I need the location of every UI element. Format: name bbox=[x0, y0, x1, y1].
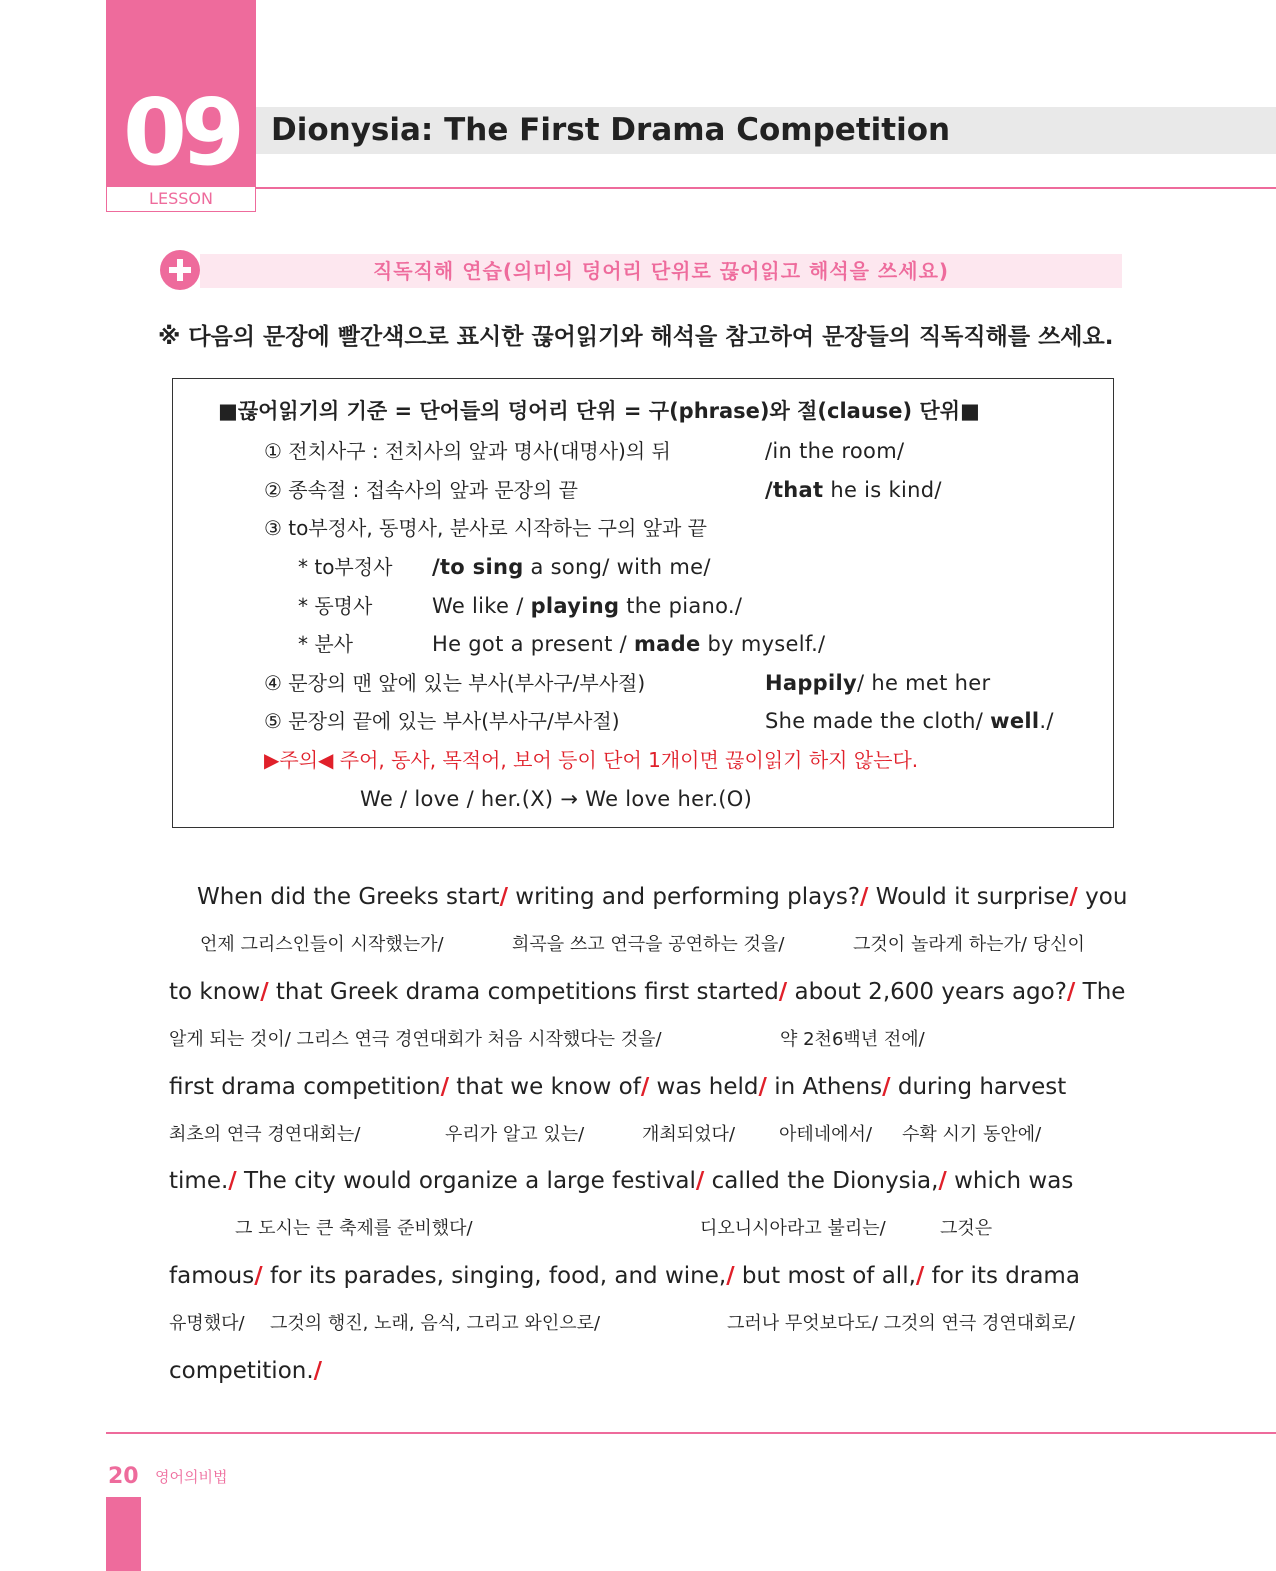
slash-mark: / bbox=[313, 1358, 323, 1384]
section-heading: 직독직해 연습(의미의 덩어리 단위로 끊어읽고 해석을 쓰세요) bbox=[372, 259, 950, 283]
rule-3a-example bbox=[432, 552, 711, 582]
translation-5a: 유명했다/ bbox=[169, 1313, 245, 1334]
text-segment: writing and performing plays? bbox=[507, 884, 861, 910]
text-segment: that we know of bbox=[448, 1074, 641, 1100]
lesson-label: LESSON bbox=[149, 189, 213, 208]
translation-2b: 약 2천6백년 전에/ bbox=[780, 1029, 925, 1050]
translation-2a: 알게 되는 것이/ 그리스 연극 경연대회가 처음 시작했다는 것을/ bbox=[169, 1029, 662, 1050]
plus-icon bbox=[160, 250, 200, 290]
rule-3b-label: * 동명사 bbox=[298, 594, 373, 618]
translation-3d: 아테네에서/ bbox=[779, 1124, 873, 1145]
slash-mark: / bbox=[695, 1168, 705, 1194]
slash-mark: / bbox=[228, 1168, 237, 1194]
rule-5-example bbox=[765, 706, 1054, 736]
rule-3c-example-c: by myself./ bbox=[700, 632, 826, 656]
rule-3a-example-rest: a song/ with me/ bbox=[523, 555, 711, 579]
slash-mark: / bbox=[860, 884, 869, 910]
translation-1c: 그것이 놀라게 하는가/ 당신이 bbox=[853, 934, 1085, 955]
page-number: 20 bbox=[108, 1464, 139, 1489]
passage-line-2 bbox=[169, 975, 1125, 1009]
rule-2: ② 종속절 : 접속사의 앞과 문장의 끝 bbox=[264, 478, 578, 502]
rule-3b-example-c: the piano./ bbox=[619, 594, 743, 618]
text-segment: about 2,600 years ago? bbox=[787, 979, 1067, 1005]
rule-3: ③ to부정사, 동명사, 분사로 시작하는 구의 앞과 끝 bbox=[264, 516, 707, 540]
translation-4c: 그것은 bbox=[940, 1218, 993, 1239]
passage-line-4 bbox=[169, 1164, 1073, 1198]
slash-mark: / bbox=[882, 1074, 891, 1100]
text-segment: The bbox=[1075, 979, 1126, 1005]
rule-box-title: ■끊어읽기의 기준 = 단어들의 덩어리 단위 = 구(phrase)와 절(clause) 단위■ bbox=[218, 399, 980, 423]
rule-1-example: /in the room/ bbox=[765, 439, 905, 463]
book-title: 영어의비법 bbox=[155, 1468, 228, 1486]
passage-line-6 bbox=[169, 1354, 322, 1388]
text-segment: When did the Greeks start bbox=[197, 884, 500, 910]
rule-3c-example-a: He got a present / bbox=[432, 632, 634, 656]
text-segment: first drama competition bbox=[169, 1074, 441, 1100]
text-segment: which was bbox=[946, 1168, 1074, 1194]
rule-5-example-a: She made the cloth/ bbox=[765, 709, 991, 733]
slash-mark: / bbox=[1069, 884, 1078, 910]
rule-4-example bbox=[765, 668, 990, 698]
lesson-number: 09 bbox=[122, 79, 240, 186]
rule-3c-example-bold: made bbox=[633, 632, 701, 656]
text-segment: famous bbox=[169, 1263, 255, 1289]
text-segment: was held bbox=[649, 1074, 759, 1100]
slash-mark: / bbox=[938, 1168, 947, 1194]
rule-3b-example-bold: playing bbox=[530, 594, 620, 618]
translation-5c: 그러나 무엇보다도/ 그것의 연극 경연대회로/ bbox=[727, 1313, 1075, 1334]
slash-mark: / bbox=[260, 979, 269, 1005]
rule-3c-example bbox=[432, 629, 825, 659]
passage-line-1 bbox=[197, 880, 1127, 914]
rule-5-example-bold: well bbox=[990, 709, 1040, 733]
slash-mark: / bbox=[254, 1263, 263, 1289]
rule-4-example-bold: Happily bbox=[765, 671, 857, 695]
passage-line-5 bbox=[169, 1259, 1080, 1293]
header-divider bbox=[256, 187, 1276, 189]
caution-note: ▶주의◀ 주어, 동사, 목적어, 보어 등이 단어 1개이면 끊이읽기 하지 않는다. bbox=[264, 748, 919, 772]
slash-mark: / bbox=[640, 1074, 650, 1100]
text-segment: competition. bbox=[169, 1358, 314, 1384]
text-segment: The city would organize a large festival bbox=[236, 1168, 696, 1194]
translation-1b: 희곡을 쓰고 연극을 공연하는 것을/ bbox=[512, 934, 785, 955]
footer-accent-block bbox=[106, 1497, 141, 1571]
rule-5: ⑤ 문장의 끝에 있는 부사(부사구/부사절) bbox=[264, 709, 620, 733]
text-segment: for its drama bbox=[924, 1263, 1080, 1289]
text-segment: to know bbox=[169, 979, 261, 1005]
text-segment: that Greek drama competitions first started bbox=[268, 979, 779, 1005]
translation-3e: 수확 시기 동안에/ bbox=[902, 1124, 1042, 1145]
text-segment: but most of all, bbox=[734, 1263, 916, 1289]
translation-4a: 그 도시는 큰 축제를 준비했다/ bbox=[235, 1218, 473, 1239]
slash-mark: / bbox=[778, 979, 788, 1005]
text-segment: in Athens bbox=[766, 1074, 883, 1100]
rule-4: ④ 문장의 맨 앞에 있는 부사(부사구/부사절) bbox=[264, 671, 646, 695]
rule-2-example-rest: he is kind/ bbox=[823, 478, 942, 502]
translation-4b: 디오니시아라고 불리는/ bbox=[700, 1218, 886, 1239]
rule-2-example bbox=[765, 475, 942, 505]
slash-mark: / bbox=[440, 1074, 449, 1100]
rule-3b-example bbox=[432, 591, 742, 621]
rule-3c-label: * 분사 bbox=[298, 632, 353, 656]
slash-mark: / bbox=[726, 1263, 735, 1289]
translation-3c: 개최되었다/ bbox=[642, 1124, 736, 1145]
slash-mark: / bbox=[758, 1074, 767, 1100]
footer-divider bbox=[106, 1432, 1276, 1434]
text-segment: Would it surprise bbox=[868, 884, 1070, 910]
slash-mark: / bbox=[1066, 979, 1076, 1005]
translation-5b: 그것의 행진, 노래, 음식, 그리고 와인으로/ bbox=[270, 1313, 601, 1334]
instruction-text: ※ 다음의 문장에 빨간색으로 표시한 끊어읽기와 해석을 참고하여 문장들의 직독직해를 쓰세요. bbox=[158, 324, 1114, 350]
text-segment: you bbox=[1077, 884, 1128, 910]
caution-example: We / love / her.(X) → We love her.(O) bbox=[360, 787, 753, 811]
rule-4-example-rest: / he met her bbox=[857, 671, 991, 695]
text-segment: for its parades, singing, food, and wine, bbox=[262, 1263, 727, 1289]
rule-5-example-c: ./ bbox=[1039, 709, 1054, 733]
text-segment: during harvest bbox=[890, 1074, 1067, 1100]
slash-mark: / bbox=[915, 1263, 925, 1289]
page-title: Dionysia: The First Drama Competition bbox=[271, 112, 951, 148]
text-segment: called the Dionysia, bbox=[704, 1168, 939, 1194]
translation-3a: 최초의 연극 경연대회는/ bbox=[169, 1124, 361, 1145]
rule-3a-label: * to부정사 bbox=[298, 555, 393, 579]
translation-3b: 우리가 알고 있는/ bbox=[445, 1124, 585, 1145]
rule-1: ① 전치사구 : 전치사의 앞과 명사(대명사)의 뒤 bbox=[264, 439, 671, 463]
rule-3a-example-bold: /to sing bbox=[432, 555, 524, 579]
passage-line-3 bbox=[169, 1070, 1066, 1104]
slash-mark: / bbox=[499, 884, 508, 910]
translation-1a: 언제 그리스인들이 시작했는가/ bbox=[200, 934, 444, 955]
rule-2-example-bold: /that bbox=[765, 478, 824, 502]
rule-3b-example-a: We like / bbox=[432, 594, 531, 618]
text-segment: time. bbox=[169, 1168, 229, 1194]
